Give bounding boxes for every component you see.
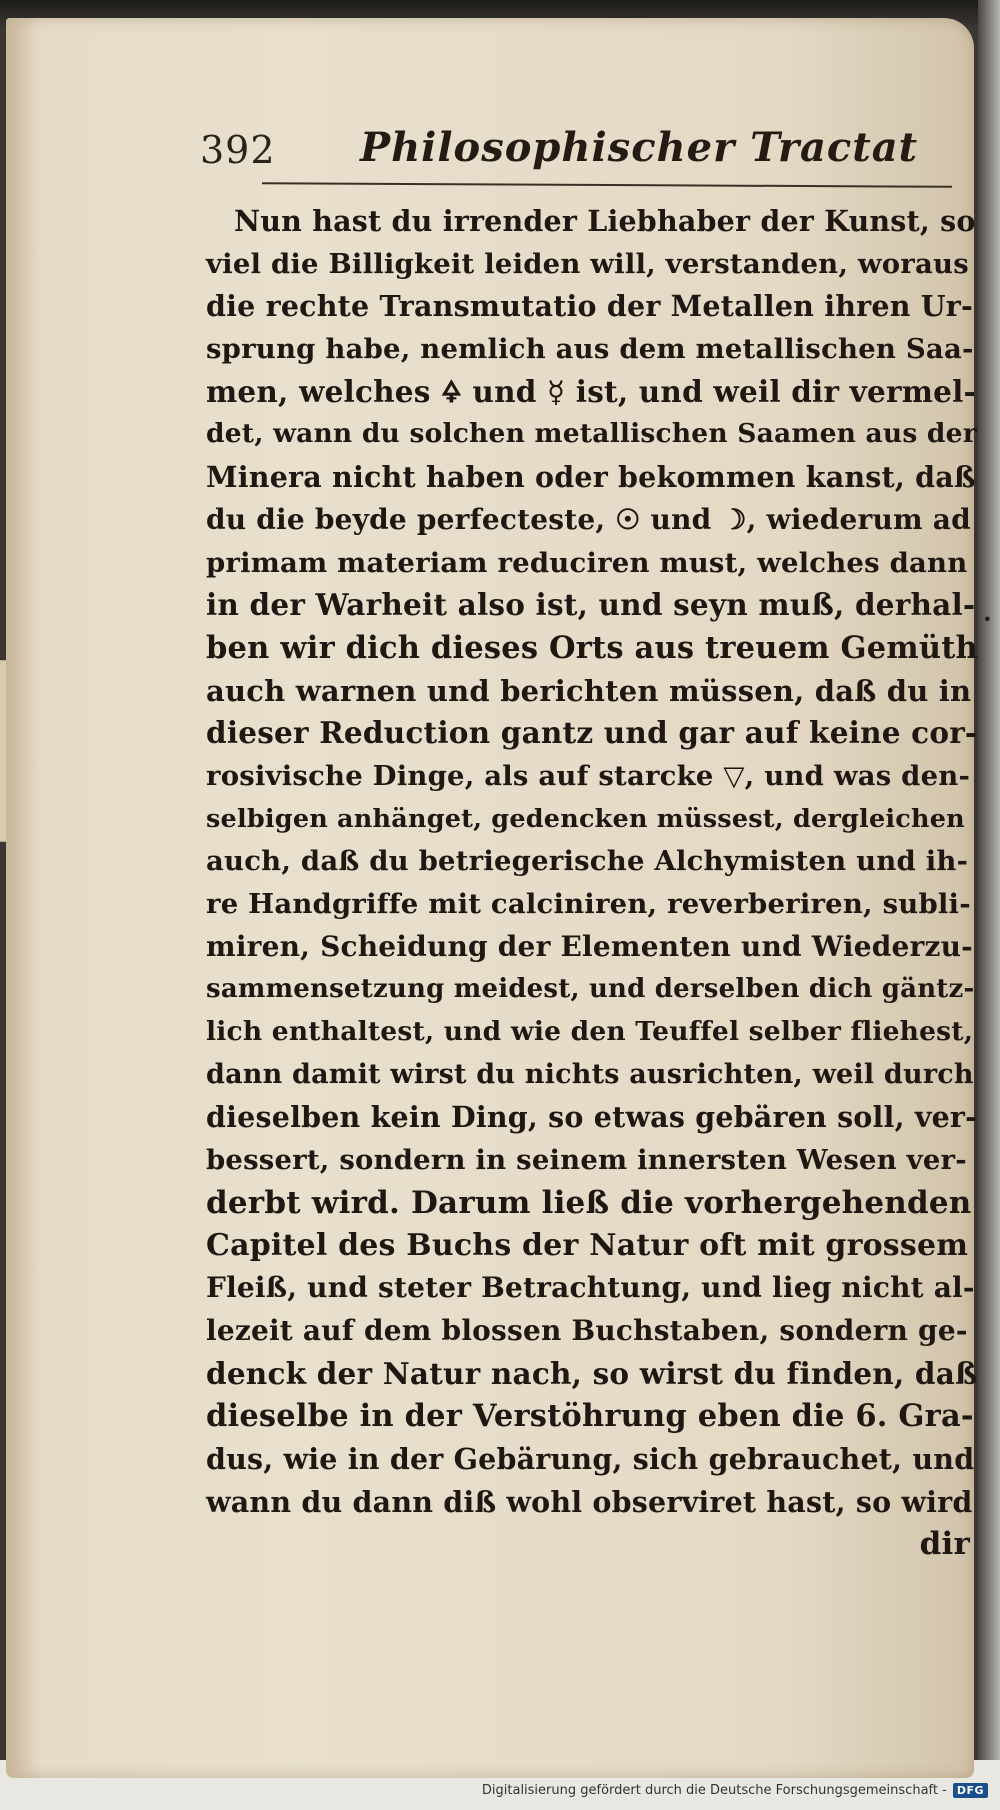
text-line: miren, Scheidung der Elementen und Wiederzu- xyxy=(206,929,973,963)
text-line: Minera nicht haben oder bekommen kanst, daß xyxy=(206,460,976,495)
text-line: Nun hast du irrender Liebhaber der Kunst, so xyxy=(234,204,976,238)
text-line: auch warnen und berichten müssen, daß du in xyxy=(206,673,972,708)
text-line: dieselben kein Ding, so etwas gebären soll, ver- xyxy=(206,1100,978,1135)
text-line: dieselbe in der Verstöhrung eben die 6. Gra- xyxy=(206,1398,974,1435)
body-text xyxy=(206,200,978,1566)
text-line: re Handgriffe mit calciniren, reverberiren, subli- xyxy=(206,888,971,920)
text-line: du die beyde perfecteste, ☉ und ☽, wiederum ad xyxy=(206,502,971,536)
page-number: 392 xyxy=(200,128,276,172)
digitization-credit xyxy=(482,1783,988,1798)
text-line: derbt wird. Darum ließ die vorhergehenden xyxy=(206,1184,972,1221)
text-line: auch, daß du betriegerische Alchymisten und ih- xyxy=(206,845,969,878)
page-header xyxy=(200,120,980,180)
text-line: primam materiam reduciren must, welches dann xyxy=(206,546,968,579)
text-line: sammensetzung meidest, und derselben dich gäntz- xyxy=(206,974,975,1005)
text-line: sprung habe, nemlich aus dem metallischen Saa- xyxy=(206,333,974,366)
text-line: dann damit wirst du nichts ausrichten, weil durch xyxy=(206,1058,974,1090)
text-line: lezeit auf dem blossen Buchstaben, sondern ge- xyxy=(206,1313,968,1347)
dfg-logo: DFG xyxy=(953,1783,988,1798)
text-line: dus, wie in der Gebärung, sich gebrauchet, und xyxy=(206,1441,975,1476)
text-line: in der Warheit also ist, und seyn muß, derhal- xyxy=(206,587,976,623)
text-line: Capitel des Buchs der Natur oft mit grossem xyxy=(206,1227,969,1263)
catchword: dir xyxy=(919,1526,970,1563)
text-line: selbigen anhänget, gedencken müssest, dergleichen xyxy=(206,803,965,834)
scan-background-right xyxy=(978,0,1000,1810)
text-line: bessert, sondern in seinem innersten Wesen ver- xyxy=(206,1144,967,1177)
page-gutter-shadow xyxy=(6,18,36,1778)
text-line: det, wann du solchen metallischen Saamen aus der xyxy=(206,418,977,450)
text-line: viel die Billigkeit leiden will, verstanden, woraus xyxy=(206,247,969,280)
text-line: men, welches 🜍 und ☿ ist, und weil dir vermel- xyxy=(206,373,976,409)
running-title: Philosophischer Tractat xyxy=(360,124,919,171)
text-line: rosivische Dinge, als auf starcke ▽, und was den- xyxy=(206,759,971,792)
text-line: die rechte Transmutatio der Metallen ihren Ur- xyxy=(206,289,974,324)
text-line: dieser Reduction gantz und gar auf keine cor- xyxy=(206,715,978,751)
text-line: denck der Natur nach, so wirst du finden, daß xyxy=(206,1355,978,1391)
text-line: ben wir dich dieses Orts aus treuem Gemüth xyxy=(206,629,978,666)
text-line: Fleiß, und steter Betrachtung, und lieg nicht al- xyxy=(206,1271,975,1305)
text-line: wann du dann diß wohl observiret hast, so wird xyxy=(206,1484,973,1519)
text-line: lich enthaltest, und wie den Teuffel selber fliehest, xyxy=(206,1016,974,1048)
credit-text: Digitalisierung gefördert durch die Deutsche Forschungsgemeinschaft - xyxy=(481,1783,947,1798)
margin-dot: • xyxy=(982,610,992,629)
